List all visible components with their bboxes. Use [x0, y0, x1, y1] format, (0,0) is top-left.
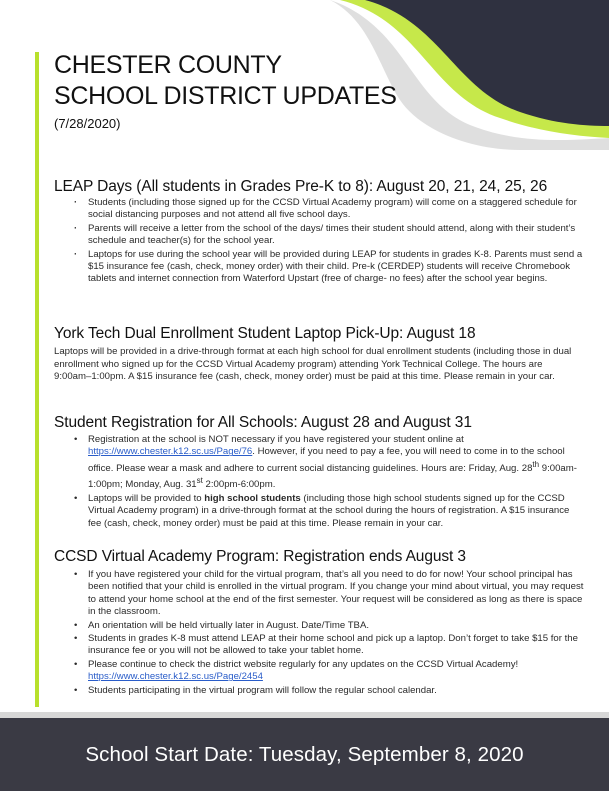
page-title: CHESTER COUNTY SCHOOL DISTRICT UPDATES — [54, 51, 397, 110]
list-item: • An orientation will be held virtually later in August. Date/Time TBA. — [74, 620, 584, 632]
registration-link[interactable]: https://www.chester.k12.sc.us/Page/76 — [88, 446, 253, 458]
york-paragraph: Laptops will be provided in a drive-through format at each high school for dual enrollment students (including those in dual enrollment who signed up for the CCSD Virtual Academy program) attending York Technical College. The hours are 9:00am–1:00pm. A $15 insurance fee (cash, check, money order) must be paid at this time. Please remain in your car. — [54, 346, 572, 382]
list-item: • If you have registered your child for the virtual program, that’s all you need to do for now! Your school principal has been notified that your child is enrolled in the virtual program. If you change your mind about virtual, you may request to attend your home school at the end of the first semester. Your request will be considered as long as there is space in the classroom. — [74, 569, 584, 619]
list-item: • Students in grades K-8 must attend LEAP at their home school and pick up a laptop. Don’t forget to take $15 for the insurance fee or you will not be allowed to take your tablet home. — [74, 633, 584, 658]
leap-list — [74, 197, 584, 287]
footer-banner — [0, 718, 609, 791]
list-item: • Laptops will be provided to high school students (including those high school students signed up for the CCSD Virtual Academy program) in a drive-through format at the school during the hours of registration. A $15 insurance fee (cash, check, money order) must be paid at this time. Please remain in your car. — [74, 493, 584, 530]
list-item: • Please continue to check the district website regularly for any updates on the CCSD Virtual Academy! https://www.chester.k12.sc.us/Page/2454 — [74, 659, 584, 684]
york-heading: York Tech Dual Enrollment Student Laptop Pick-Up: August 18 — [54, 325, 476, 342]
virtual-academy-link[interactable]: https://www.chester.k12.sc.us/Page/2454 — [88, 671, 263, 683]
registration-list — [74, 434, 584, 531]
list-item: • Students participating in the virtual program will follow the regular school calendar. — [74, 685, 584, 697]
virtual-list — [74, 569, 584, 698]
registration-heading: Student Registration for All Schools: August 28 and August 31 — [54, 414, 472, 431]
virtual-heading: CCSD Virtual Academy Program: Registration ends August 3 — [54, 548, 466, 565]
list-item: · Laptops for use during the school year will be provided during LEAP for students in grades K-8. Parents must send a $15 insurance fee (cash, check, money order) with their child. Pre-k (CERDEP) students will receive Chromebook tablets and internet connection from Waterford Upstart (free of charge- no fees) after the school year begins. — [74, 249, 584, 286]
accent-line — [35, 52, 39, 707]
list-item: · Students (including those signed up for the CCSD Virtual Academy program) will come on a staggered schedule for social distancing purposes and not attend all five school days. — [74, 197, 584, 222]
list-item: • Registration at the school is NOT necessary if you have registered your student online at https://www.chester.k12.sc.us/Page/76. However, if you need to pay a fee, you will need to come in to the school office. Please wear a mask and adhere to current social distancing guidelines. Hours are: Friday, Aug. 28th 9:00am-1:00pm; Monday, Aug. 31st 2:00pm-6:00pm. — [74, 434, 584, 492]
document-header — [54, 50, 397, 131]
leap-heading: LEAP Days (All students in Grades Pre-K to 8): August 20, 21, 24, 25, 26 — [54, 178, 548, 195]
school-start-date: School Start Date: Tuesday, September 8, 2020 — [85, 742, 524, 766]
list-item: · Parents will receive a letter from the school of the days/ times their student should attend, along with their student’s schedule and teacher(s) for the school year. — [74, 223, 584, 248]
update-date: (7/28/2020) — [54, 116, 121, 131]
